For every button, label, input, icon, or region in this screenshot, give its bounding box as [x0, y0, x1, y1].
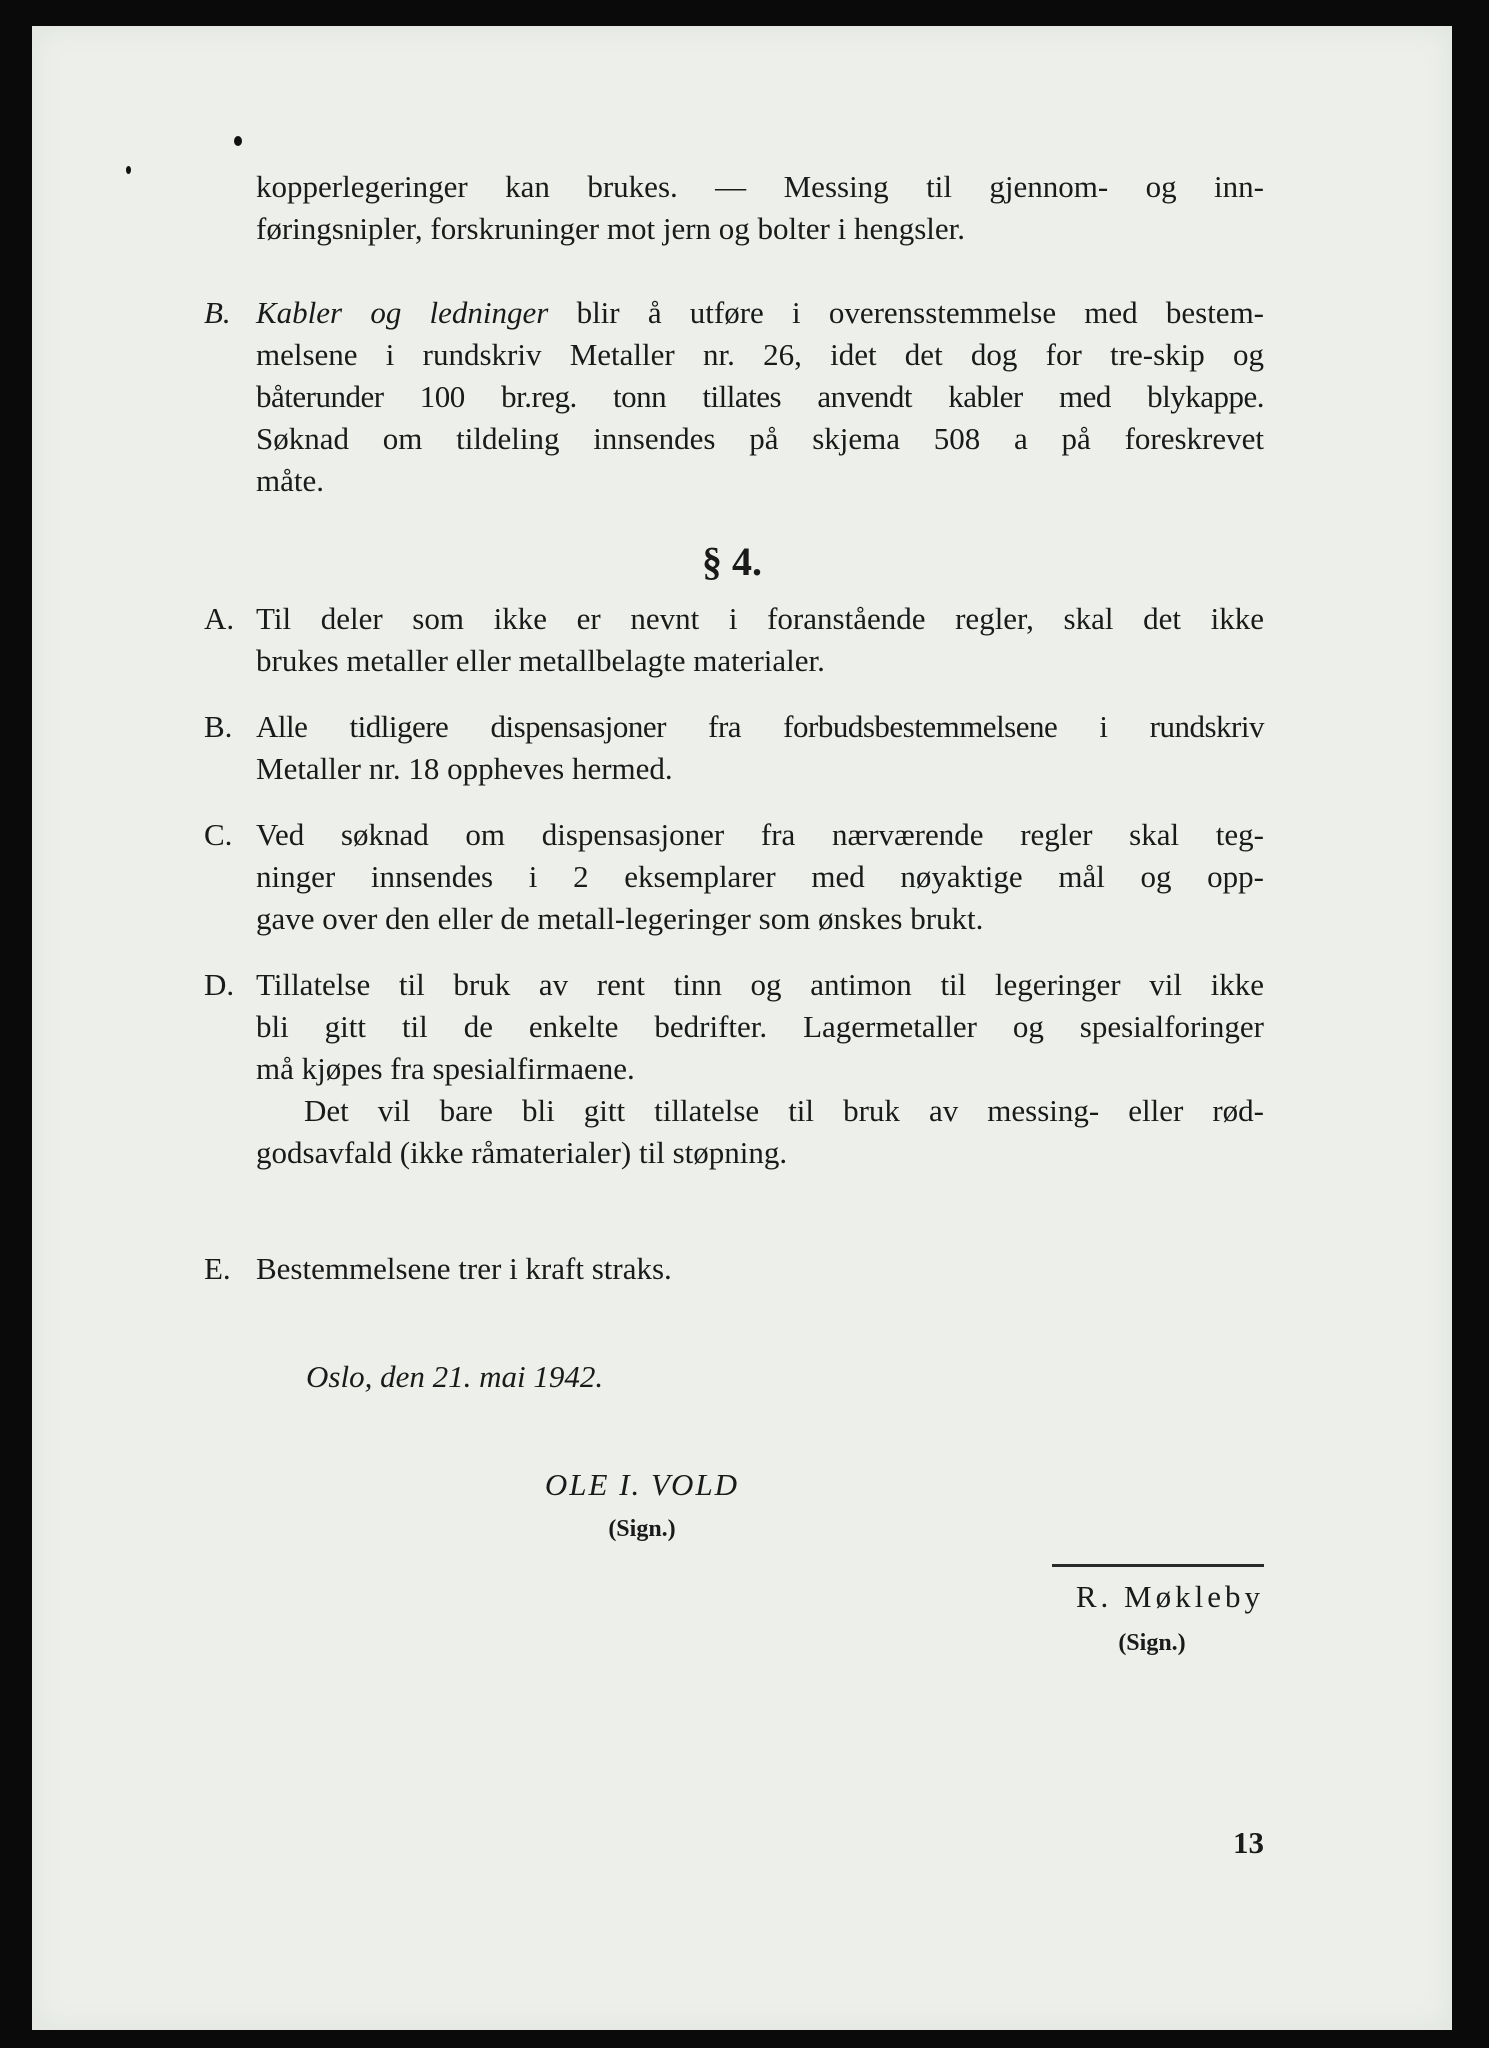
continuation-line: føringsnipler, forskruninger mot jern og bolter i hengsler.: [256, 211, 966, 246]
line-rest: blir å utføre i overensstemmelse med bestem-: [576, 295, 1265, 330]
paragraph-line: brukes metaller eller metallbelagte materialer.: [256, 643, 825, 678]
paragraph-line: Ved søknad om dispensasjoner fra nærværende regler skal teg-: [256, 817, 1264, 852]
section-heading: § 4.: [702, 539, 762, 584]
item-label: E.: [204, 1251, 231, 1286]
item-label: B.: [204, 295, 231, 330]
paragraph-line: må kjøpes fra spesialfirmaene.: [256, 1051, 635, 1086]
continuation-line: kopperlegeringer kan brukes. — Messing til gjennom- og inn-: [256, 169, 1264, 204]
paragraph-line: båterunder 100 br.reg. tonn tillates anvendt kabler med blykappe.: [256, 379, 1264, 414]
italic-lead: Kabler og ledninger: [256, 295, 549, 330]
paragraph-line: godsavfald (ikke råmaterialer) til støpning.: [256, 1135, 788, 1170]
paragraph-line: Tillatelse til bruk av rent tinn og antimon til legeringer vil ikke: [256, 967, 1264, 1002]
paragraph-line: bli gitt til de enkelte bedrifter. Lagermetaller og spesialforinger: [256, 1009, 1264, 1044]
item-label: D.: [204, 967, 235, 1002]
signatory-name: OLE I. VOLD: [544, 1467, 740, 1502]
signature-rule: [1052, 1564, 1264, 1567]
dateline: Oslo, den 21. mai 1942.: [306, 1359, 604, 1394]
paragraph-line: Metaller nr. 18 oppheves hermed.: [256, 751, 673, 786]
ink-speck: [126, 166, 131, 174]
paragraph-line: Det vil bare bli gitt tillatelse til bruk av messing- eller rød-: [304, 1093, 1264, 1128]
paragraph-line: Til deler som ikke er nevnt i foranstående regler, skal det ikke: [256, 601, 1264, 636]
ink-speck: [234, 136, 242, 146]
signatory-sign: (Sign.): [1118, 1630, 1186, 1656]
signatory-sign: (Sign.): [608, 1516, 676, 1542]
paragraph-line: Bestemmelsene trer i kraft straks.: [256, 1251, 672, 1286]
paragraph-line: ninger innsendes i 2 eksemplarer med nøyaktige mål og opp-: [256, 859, 1264, 894]
paragraph-line: måte.: [256, 463, 324, 498]
item-label: C.: [204, 817, 233, 852]
item-label: A.: [204, 601, 235, 636]
item-label: B.: [204, 709, 233, 744]
paragraph-line: gave over den eller de metall-legeringer som ønskes brukt.: [256, 901, 984, 936]
signatory-name: R. Møkleby: [1075, 1579, 1264, 1614]
paragraph-line: melsene i rundskriv Metaller nr. 26, idet det dog for tre-skip og: [256, 337, 1264, 372]
page-number: 13: [1233, 1825, 1264, 1860]
paragraph-line: Søknad om tildeling innsendes på skjema 508 a på foreskrevet: [256, 421, 1264, 456]
document-page: [32, 26, 1452, 2030]
paragraph-line: Alle tidligere dispensasjoner fra forbudsbestemmelsene i rundskriv: [256, 709, 1264, 744]
paragraph-line: [256, 292, 1264, 334]
